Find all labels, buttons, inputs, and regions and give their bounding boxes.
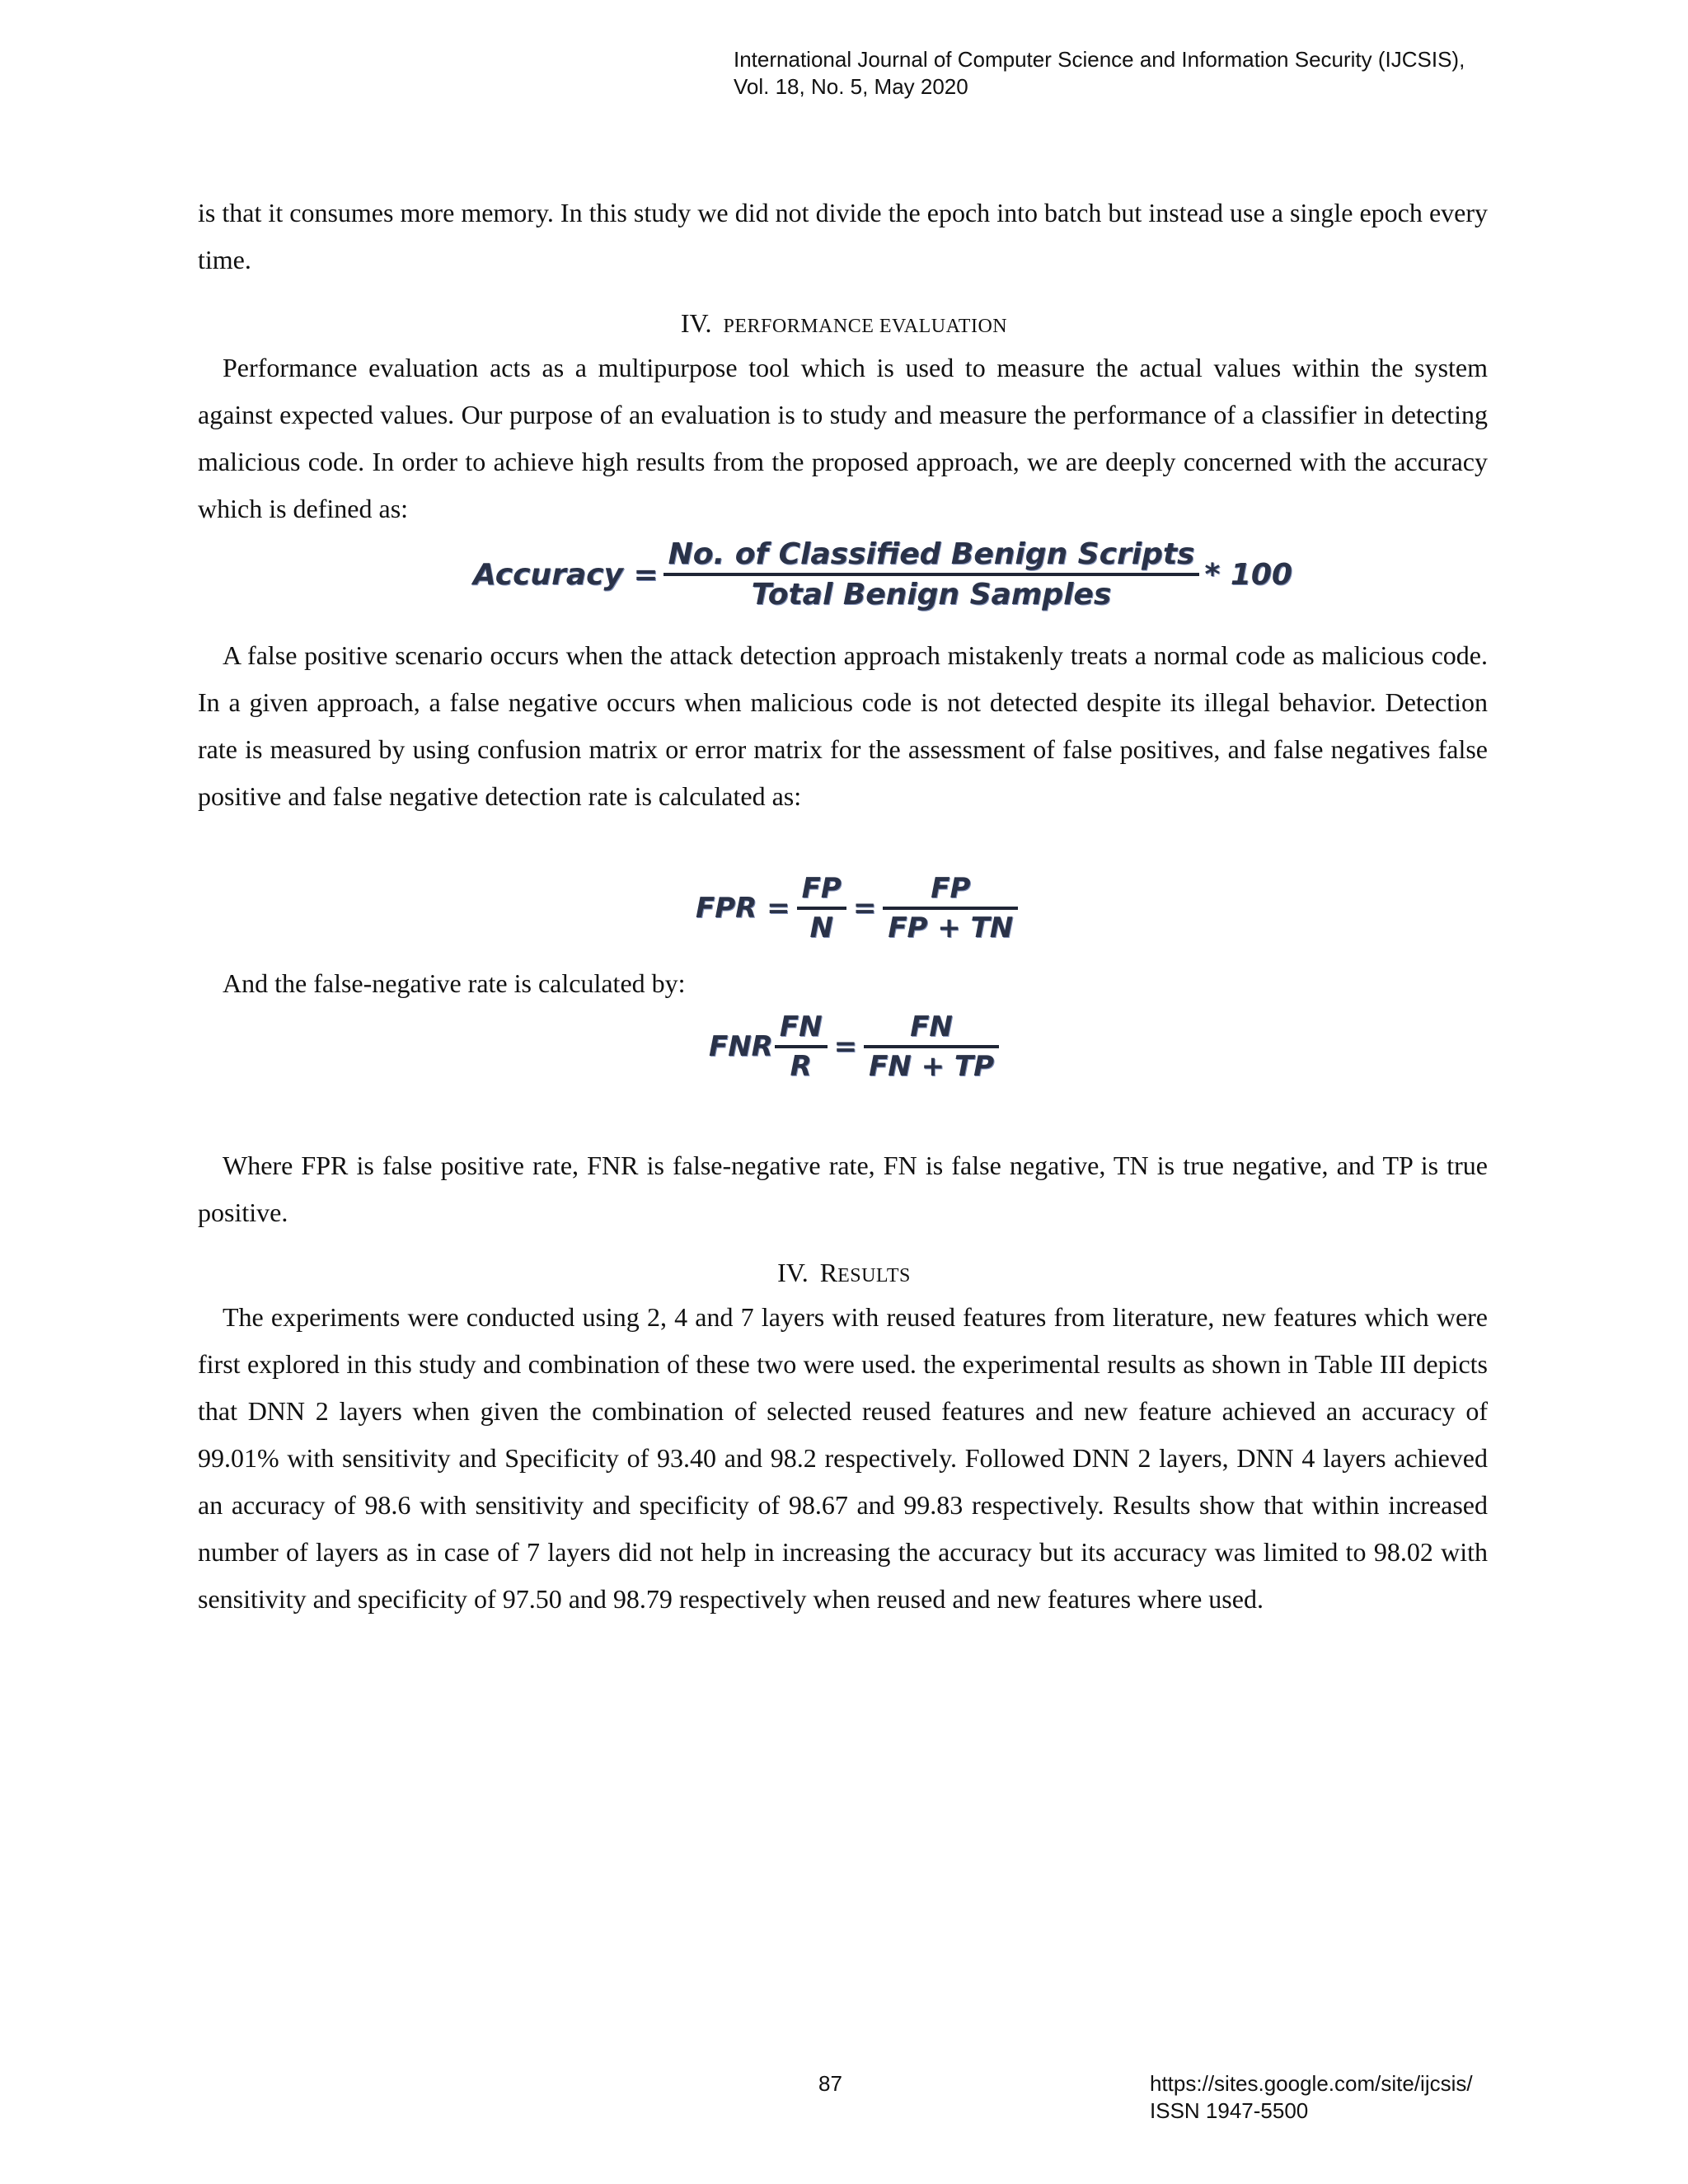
page-number: 87 [818,2071,842,2096]
fnr-fraction-2 [864,1010,999,1083]
fpr-fraction-2-denominator: FP + TN [883,907,1018,944]
fpr-equals: = [852,892,877,925]
fnr-fraction-1 [775,1010,828,1083]
fpr-fraction-2-numerator: FP [931,872,971,905]
accuracy-fraction [663,537,1200,612]
intro-paragraph: is that it consumes more memory. In this study we did not divide the epoch into batch but instead use a single epoch every time. [198,198,1488,274]
accuracy-equation [473,537,1292,612]
fnr-intro: And the false-negative rate is calculated by: [223,968,686,998]
fpr-fraction-1 [797,872,846,944]
performance-paragraph-2: A false positive scenario occurs when the attack detection approach mistakenly treats a normal code as malicious code. In a given approach, a false negative occurs when malicious code is not detected despite its illegal behavior. Detection rate is measured by using confusion matrix or error matrix for the assessment of false positives, and false negatives false positive and false negative detection rate is calculated as: [198,640,1488,811]
accuracy-numerator: No. of Classified Benign Scripts [668,537,1195,571]
fnr-equals: = [833,1030,858,1063]
accuracy-lhs: Accuracy = [473,557,659,592]
fnr-fraction-2-numerator: FN [910,1010,953,1043]
fnr-intro-block [198,960,1488,1007]
section-title: PERFORMANCE EVALUATION [723,316,1008,337]
performance-paragraph-1-block [198,344,1488,532]
results-paragraph: The experiments were conducted using 2, 4 and 7 layers with reused features from literature, new features which were first explored in this study and combination of these two were used. the experimental results as shown in Table III depicts that DNN 2 layers when given the combination of selected reused features and new feature achieved an accuracy of 99.01% with sensitivity and Specificity of 93.40 and 98.2 respectively. Followed DNN 2 layers, DNN 4 layers achieved an accuracy of 98.6 with sensitivity and specificity of 98.67 and 99.83 respectively. Results show that within increased number of layers as in case of 7 layers did not help in increasing the accuracy but its accuracy was limited to 98.02 with sensitivity and specificity of 97.50 and 98.79 respectively when reused and new features where used. [198,1302,1488,1614]
fnr-lhs: FNR [709,1030,773,1063]
issn: ISSN 1947-5500 [1150,2098,1309,2123]
fnr-fraction-2-denominator: FN + TP [864,1045,999,1083]
journal-header [734,46,1465,101]
performance-paragraph-3-block [198,1142,1488,1236]
results-paragraph-block [198,1294,1488,1623]
fnr-equation [709,1010,1006,1083]
fpr-equation [696,872,1025,944]
section-number: IV. [680,308,712,338]
section-heading-results [0,1251,1688,1300]
section-heading-performance [0,302,1688,350]
results-section-number: IV. [777,1258,809,1287]
journal-title-line: International Journal of Computer Science and Information Security (IJCSIS), [734,47,1465,72]
results-title-initial: R [819,1258,838,1287]
performance-paragraph-1: Performance evaluation acts as a multipurpose tool which is used to measure the actual values within the system against expected values. Our purpose of an evaluation is to study and measure the performance of a classifier in detecting malicious code. In order to achieve high results from the proposed approach, we are deeply concerned with the accuracy which is defined as: [198,353,1488,523]
accuracy-multiplier: * 100 [1204,557,1292,592]
results-title-rest: ESULTS [837,1265,911,1286]
fpr-lhs: FPR = [696,892,790,925]
performance-paragraph-3: Where FPR is false positive rate, FNR is false-negative rate, FN is false negative, TN is true negative, and TP is true positive. [198,1151,1488,1227]
footer-links [1150,2070,1473,2125]
performance-paragraph-2-block [198,632,1488,820]
intro-paragraph-block [198,190,1488,284]
fpr-fraction-1-numerator: FP [801,872,842,905]
fnr-fraction-1-denominator: R [775,1045,828,1083]
fnr-fraction-1-numerator: FN [779,1010,823,1043]
fpr-fraction-1-denominator: N [797,907,846,944]
accuracy-denominator: Total Benign Samples [663,573,1200,612]
journal-volume-line: Vol. 18, No. 5, May 2020 [734,74,968,99]
fpr-fraction-2 [883,872,1018,944]
journal-url: https://sites.google.com/site/ijcsis/ [1150,2071,1473,2096]
